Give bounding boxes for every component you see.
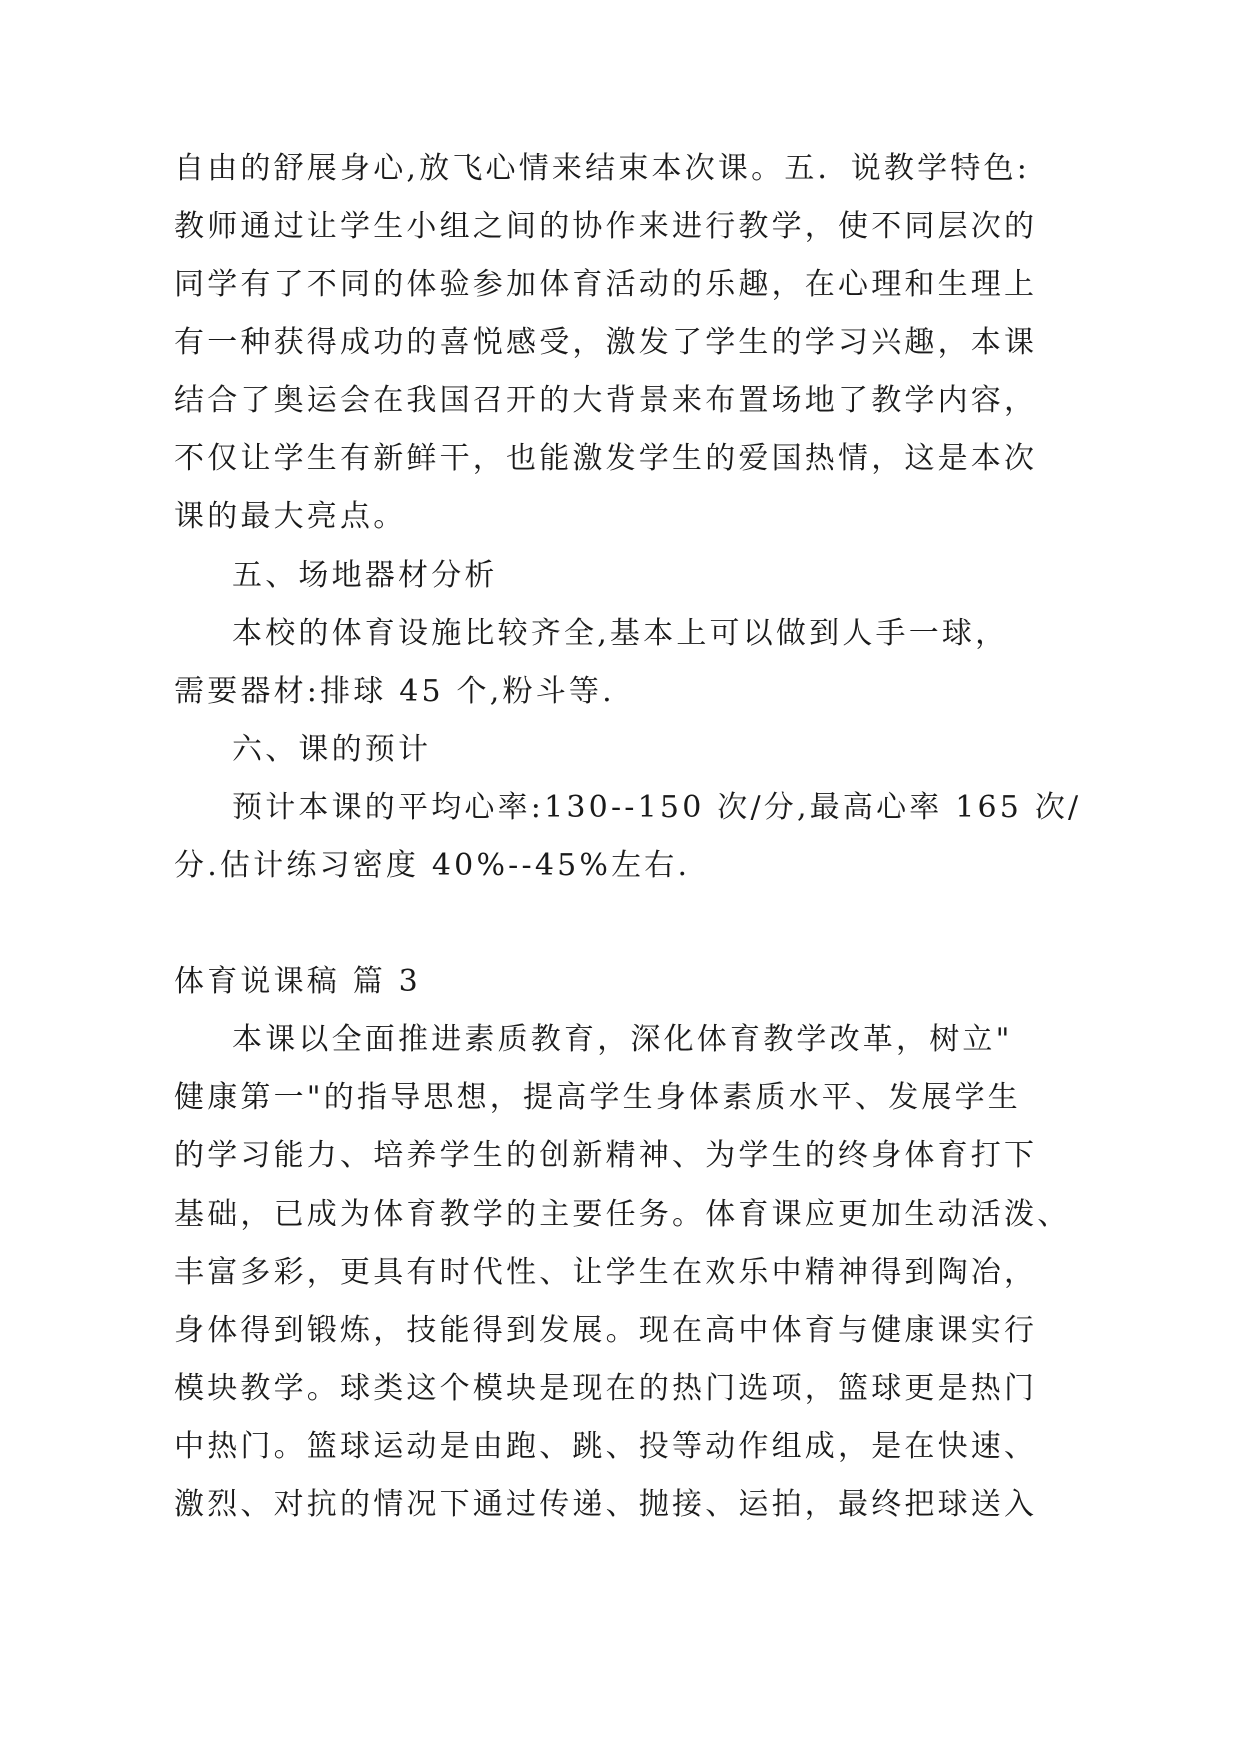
text-line [0,372,1241,430]
text-line-content: 激烈、对抗的情况下通过传递、抛接、运拍，最终把球送入 [174,1487,1038,1522]
text-line [0,1011,1241,1069]
text-line-content: 有一种获得成功的喜悦感受，激发了学生的学习兴趣，本课 [174,325,1038,360]
text-line-content: 身体得到锻炼，技能得到发展。现在高中体育与健康课实行 [174,1313,1038,1348]
text-line-content: 本课以全面推进素质教育，深化体育教学改革，树立" [232,1022,1013,1057]
text-line [0,314,1241,372]
text-line [0,1476,1241,1534]
section-heading [0,721,1241,779]
section-heading-text: 六、课的预计 [232,732,432,767]
text-line [0,430,1241,488]
article-title [0,953,1241,1011]
text-line [0,779,1241,837]
text-line [0,1302,1241,1360]
text-line-content: 本校的体育设施比较齐全,基本上可以做到人手一球， [232,616,1009,651]
text-line [0,1069,1241,1127]
text-line-content: 健康第一"的指导思想，提高学生身体素质水平、发展学生 [174,1080,1021,1115]
text-line [0,140,1241,198]
text-line [0,605,1241,663]
text-line [0,1418,1241,1476]
text-line-content: 中热门。篮球运动是由跑、跳、投等动作组成，是在快速、 [174,1429,1038,1464]
text-line [0,488,1241,546]
text-line-content: 丰富多彩，更具有时代性、让学生在欢乐中精神得到陶冶， [174,1255,1038,1290]
text-line [0,1127,1241,1185]
text-line-content: 不仅让学生有新鲜干，也能激发学生的爱国热情，这是本次 [174,441,1038,476]
text-line [0,198,1241,256]
text-line-content: 需要器材:排球 45 个,粉斗等. [174,674,615,709]
text-line-content: 教师通过让学生小组之间的协作来进行教学，使不同层次的 [174,209,1038,244]
text-line-content: 基础，已成为体育教学的主要任务。体育课应更加生动活泼、 [174,1197,1071,1232]
text-line [0,1360,1241,1418]
text-line-content: 结合了奥运会在我国召开的大背景来布置场地了教学内容， [174,383,1038,418]
text-line-content: 课的最大亮点。 [174,499,407,534]
text-line-content: 自由的舒展身心,放飞心情来结束本次课。五．说教学特色: [174,151,1031,186]
text-line [0,1244,1241,1302]
text-line-content: 的学习能力、培养学生的创新精神、为学生的终身体育打下 [174,1138,1038,1173]
text-line [0,663,1241,721]
text-line-content: 分.估计练习密度 40%--45%左右. [174,848,691,883]
section-heading [0,547,1241,605]
section-heading-text: 五、场地器材分析 [232,558,498,593]
text-line-content: 预计本课的平均心率:130--150 次/分,最高心率 165 次/ [232,790,1082,825]
text-line [0,1186,1241,1244]
text-line-content: 模块教学。球类这个模块是现在的热门选项，篮球更是热门 [174,1371,1038,1406]
text-line [0,256,1241,314]
text-line-content: 同学有了不同的体验参加体育活动的乐趣，在心理和生理上 [174,267,1038,302]
text-line [0,837,1241,895]
article-title-text: 体育说课稿 篇 3 [174,964,421,999]
